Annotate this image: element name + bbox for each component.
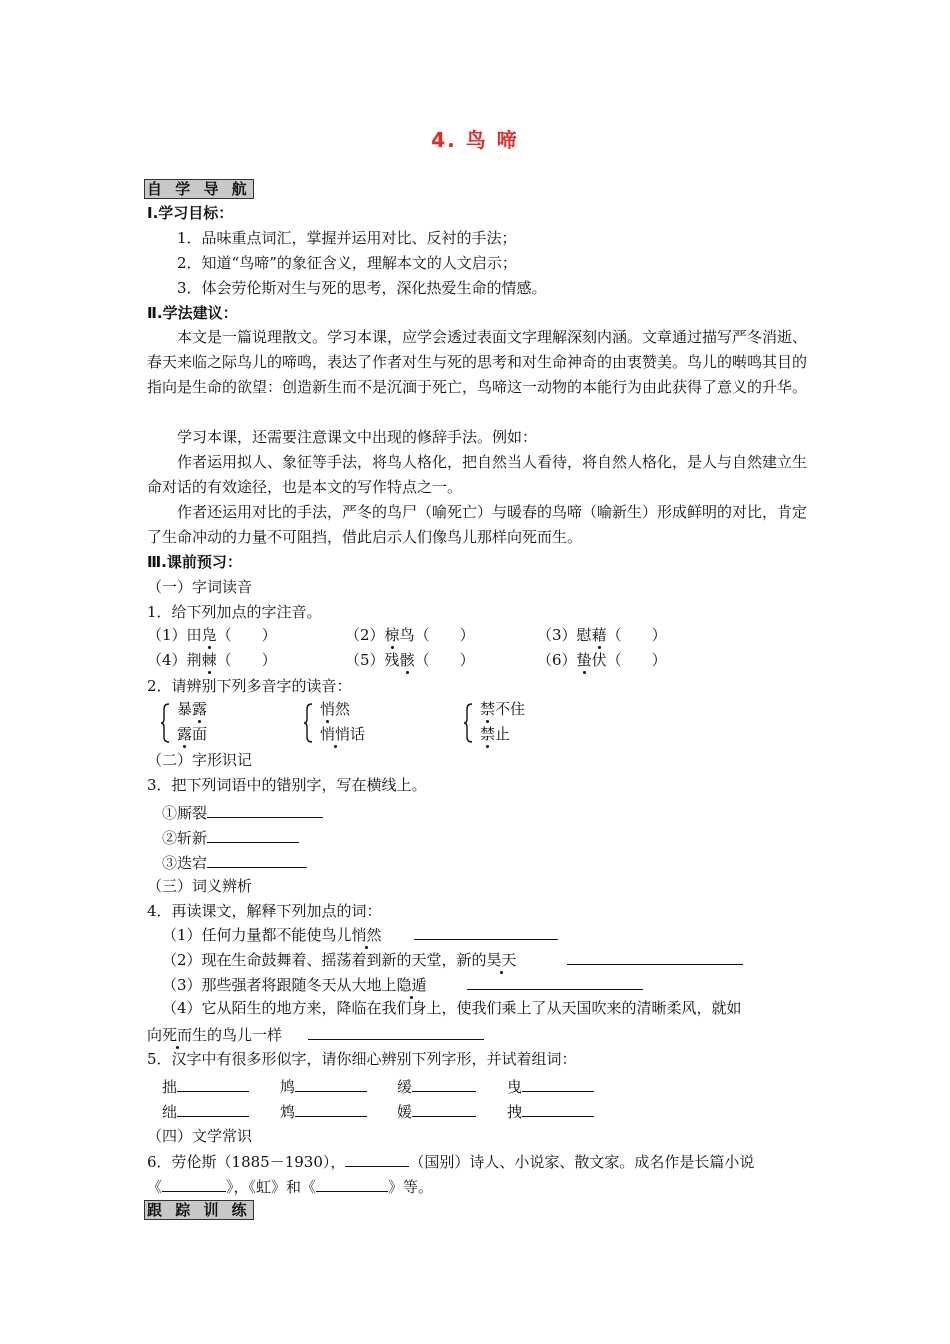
answer-blank[interactable]	[467, 973, 643, 990]
q5-row1-item4: 曳	[507, 1075, 594, 1097]
q5-row1-item3: 缓	[397, 1075, 476, 1097]
q2-group3-word1: 禁不住	[480, 700, 526, 718]
q1-item-2: （2）椋鸟（ ）	[345, 626, 475, 644]
sub-heading-glyph: （二）字形识记	[147, 751, 253, 769]
answer-blank[interactable]	[162, 1175, 226, 1192]
method-paragraph-2: 学习本课，还需要注意课文中出现的修辞手法。例如：	[177, 428, 538, 446]
answer-blank[interactable]	[316, 1175, 388, 1192]
answer-blank[interactable]	[177, 1100, 249, 1117]
answer-blank[interactable]	[207, 851, 307, 868]
q3-item-3: ③迭宕	[162, 851, 307, 873]
q1-item-3: （3）慰藉（ ）	[537, 626, 667, 644]
sub-heading-literature: （四）文学常识	[147, 1127, 253, 1145]
answer-blank[interactable]	[345, 1150, 409, 1167]
page-title: 4. 鸟 啼	[431, 128, 519, 152]
method-paragraph-3: 作者运用拟人、象征等手法，将鸟人格化，把自然当人看待，将自然人格化，是人与自然建立生命对话的有效途径，也是本文的写作特点之一。	[147, 453, 808, 496]
q1-item-1: （1）田凫（ ）	[147, 626, 277, 644]
q2-group2-word1: 悄然	[320, 700, 351, 718]
q3-item-2: ②斩新	[162, 826, 299, 848]
q5-row2-item4: 拽	[507, 1100, 594, 1122]
answer-blank[interactable]	[207, 826, 299, 843]
answer-blank[interactable]	[308, 1023, 484, 1040]
q5-row1-item2: 鸠	[280, 1075, 367, 1097]
answer-blank[interactable]	[295, 1100, 367, 1117]
question-3: 3．把下列词语中的错别字，写在横线上。	[147, 776, 427, 794]
q5-row2-item1: 绌	[162, 1100, 249, 1122]
answer-blank[interactable]	[295, 1075, 367, 1092]
q6-line2: 《 》，《虹》和《 》等。	[147, 1175, 433, 1197]
answer-blank[interactable]	[412, 1100, 476, 1117]
question-1: 1．给下列加点的字注音。	[147, 603, 322, 621]
sub-heading-meaning: （三）词义辨析	[147, 877, 253, 895]
brace-icon	[160, 703, 170, 743]
q1-item-4: （4）荆棘（ ）	[147, 651, 277, 669]
brace-icon	[463, 703, 473, 743]
goal-item-2: 2．知道“鸟啼”的象征含义，理解本文的人文启示；	[177, 254, 517, 272]
goal-item-1: 1．品味重点词汇，掌握并运用对比、反衬的手法；	[177, 229, 517, 247]
sub-heading-pronunciation: （一）字词读音	[147, 578, 253, 596]
q5-row2-item3: 媛	[397, 1100, 476, 1122]
q2-group1-word2: 露面	[177, 725, 208, 743]
question-5: 5．汉字中有很多形似字，请你细心辨别下列字形，并试着组词：	[147, 1050, 577, 1068]
q1-item-5: （5）残骸（ ）	[345, 651, 475, 669]
q4-item-2: （2）现在生命鼓舞着、摇荡着到新的天堂，新的昊天	[162, 948, 743, 970]
q6-line1: 6．劳伦斯（1885－1930）， （国别）诗人、小说家、散文家。成名作是长篇小说	[147, 1150, 754, 1172]
q5-row1-item1: 拙	[162, 1075, 249, 1097]
heading-preview: Ⅲ.课前预习：	[147, 553, 242, 571]
answer-blank[interactable]	[412, 1075, 476, 1092]
q4-item-1: （1）任何力量都不能使鸟儿悄然	[162, 923, 558, 945]
q4-item-4-line2: 向死而生的鸟儿一样	[147, 1023, 484, 1045]
q1-item-6: （6）蛰伏（ ）	[537, 651, 667, 669]
method-paragraph-1: 本文是一篇说理散文。学习本课，应学会透过表面文字理解深刻内涵。文章通过描写严冬消逝、春天来临之际鸟儿的啼鸣，表达了作者对生与死的思考和对生命神奇的由衷赞美。鸟儿的啭鸣其目的指向是生命的欲望：创造新生而不是沉湎于死亡，鸟啼这一动物的本能行为由此获得了意义的升华。	[147, 328, 808, 396]
question-4: 4．再读课文，解释下列加点的词：	[147, 902, 382, 920]
section-label-self-study: 自 学 导 航	[144, 179, 254, 199]
q2-group3-word2: 禁止	[480, 725, 511, 743]
q5-row2-item2: 鸩	[280, 1100, 367, 1122]
section-label-training: 跟 踪 训 练	[144, 1200, 254, 1220]
q2-group2-word2: 悄悄话	[320, 725, 366, 743]
brace-icon	[303, 703, 313, 743]
answer-blank[interactable]	[567, 948, 743, 965]
question-2: 2．请辨别下列多音字的读音：	[147, 677, 352, 695]
q3-item-1: ①厮裂	[162, 801, 323, 823]
goal-item-3: 3．体会劳伦斯对生与死的思考，深化热爱生命的情感。	[177, 279, 547, 297]
answer-blank[interactable]	[414, 923, 558, 940]
q4-item-4-line1: （4）它从陌生的地方来，降临在我们身上，使我们乘上了从天国吹来的清晰柔风，就如	[162, 999, 742, 1017]
answer-blank[interactable]	[207, 801, 323, 818]
q4-item-3: （3）那些强者将跟随冬天从大地上隐遁	[162, 973, 643, 995]
answer-blank[interactable]	[522, 1075, 594, 1092]
answer-blank[interactable]	[177, 1075, 249, 1092]
answer-blank[interactable]	[522, 1100, 594, 1117]
method-paragraph-4: 作者还运用对比的手法，严冬的鸟尸（喻死亡）与暖春的鸟啼（喻新生）形成鲜明的对比，肯定了生命冲动的力量不可阻挡，借此启示人们像鸟儿那样向死而生。	[147, 503, 808, 546]
heading-method: Ⅱ.学法建议：	[147, 304, 238, 322]
heading-goals: Ⅰ.学习目标：	[147, 204, 234, 222]
q2-group1-word1: 暴露	[177, 700, 208, 718]
